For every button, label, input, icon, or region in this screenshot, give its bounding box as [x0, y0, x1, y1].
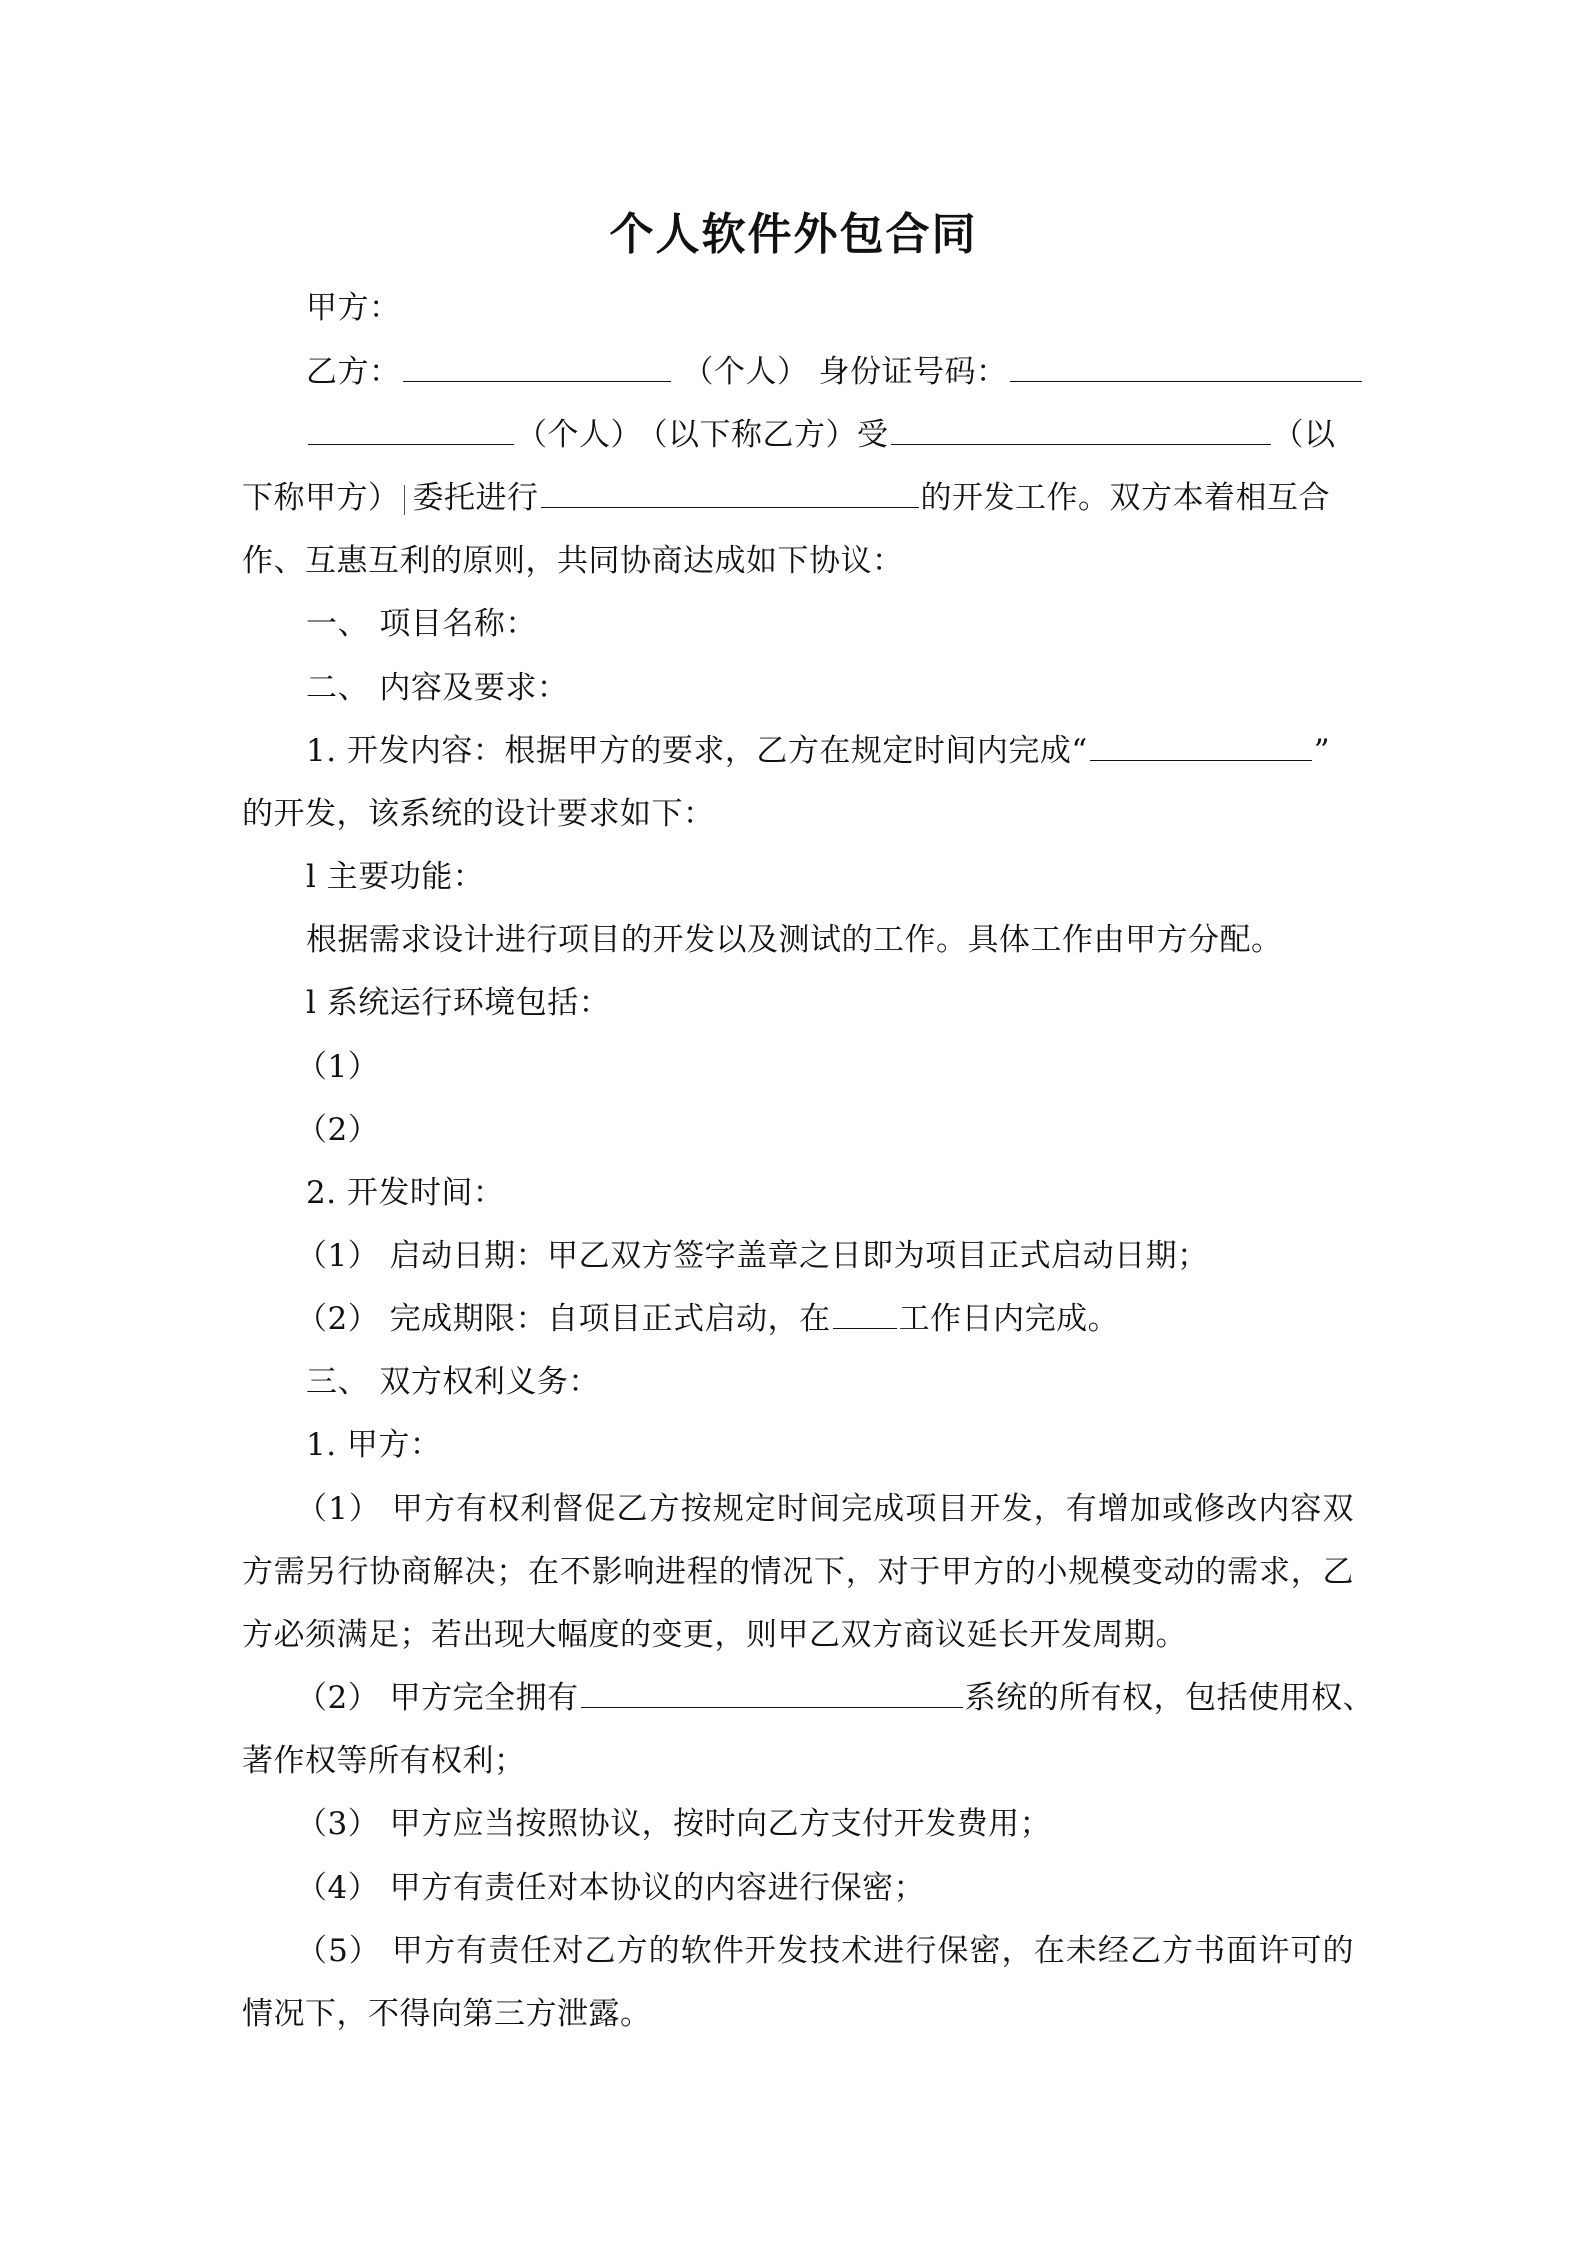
workdays-blank — [833, 1298, 897, 1329]
system-name-blank — [1090, 730, 1312, 761]
document-title: 个人软件外包合同 — [609, 209, 978, 260]
environment-item-2: （2） — [296, 1112, 380, 1148]
environment-label: l 系统运行环境包括： — [306, 985, 611, 1021]
deadline-item — [242, 1297, 1354, 1341]
agreement-line-5: 作、互惠互利的原则，共同协商达成如下协议： — [242, 543, 904, 579]
entrust-label: 委托进行 — [412, 480, 539, 516]
party-a-item-1-line-3: 方必须满足；若出现大幅度的变更，则甲乙双方商议延长开发周期。 — [242, 1617, 1187, 1653]
hereinafter-a-open: （以 — [1272, 417, 1336, 453]
party-b-person: （个人） — [682, 354, 809, 390]
party-b-name-blank — [403, 351, 671, 382]
party-a-item-2-text-a: （2） 甲方完全拥有 — [296, 1680, 579, 1716]
party-b-id-label: 身份证号码： — [818, 354, 1008, 390]
party-a-item-1-line-2: 方需另行协商解决；在不影响进程的情况下，对于甲方的小规模变动的需求，乙 — [242, 1554, 1354, 1590]
party-a-item-3: （3） 甲方应当按照协议，按时向乙方支付开发费用； — [296, 1806, 1052, 1842]
party-a-item-4: （4） 甲方有责任对本协议的内容进行保密； — [296, 1870, 926, 1906]
party-b-id-blank — [1010, 351, 1362, 382]
section-2-heading: 二、 内容及要求： — [306, 670, 569, 706]
main-function-label: l 主要功能： — [306, 859, 485, 895]
section-1-heading: 一、 项目名称： — [306, 606, 537, 642]
dev-work-text: 的开发工作。双方本着相互合 — [920, 480, 1330, 516]
item-1-text-a: 1. 开发内容：根据甲方的要求，乙方在规定时间内完成“ — [306, 733, 1088, 769]
environment-item-1: （1） — [296, 1049, 380, 1085]
item-1-continued: 的开发，该系统的设计要求如下： — [242, 796, 715, 832]
party-b-label: 乙方： — [306, 354, 401, 390]
section-3-heading: 三、 双方权利义务： — [306, 1364, 600, 1400]
project-name-blank — [541, 477, 919, 508]
dev-time-label: 2. 开发时间： — [306, 1175, 505, 1211]
deadline-text-a: （2） 完成期限：自项目正式启动，在 — [296, 1301, 831, 1337]
party-a-item-1-line-1: （1） 甲方有权利督促乙方按规定时间完成项目开发，有增加或修改内容双 — [296, 1491, 1354, 1527]
agreement-line-3 — [242, 413, 1354, 457]
party-a-obligations-label: 1. 甲方： — [306, 1427, 442, 1463]
start-date-item: （1） 启动日期：甲乙双方签字盖章之日即为项目正式启动日期； — [296, 1238, 1209, 1274]
party-a-item-2 — [242, 1676, 1375, 1720]
person-label-2: （个人） — [516, 417, 642, 453]
party-a-label: 甲方： — [306, 290, 401, 326]
hereinafter-a-close: 下称甲方） — [242, 480, 400, 516]
party-a-item-2-text-b: 系统的所有权，包括使用权、 — [964, 1680, 1375, 1716]
party-a-line — [242, 286, 1354, 330]
ownership-system-blank — [581, 1677, 963, 1708]
hereinafter-b: （以下称乙方）受 — [652, 417, 889, 453]
item-1-text-b: ” — [1313, 733, 1331, 769]
party-a-item-5-line-2: 情况下，不得向第三方泄露。 — [242, 1996, 652, 2032]
main-function-desc: 根据需求设计进行项目的开发以及测试的工作。具体工作由甲方分配。 — [306, 922, 1283, 958]
party-a-item-2-continued: 著作权等所有权利； — [242, 1743, 526, 1779]
deadline-text-b: 工作日内完成。 — [898, 1301, 1120, 1337]
text-cursor — [404, 485, 405, 515]
agreement-line-4 — [242, 476, 1354, 520]
item-1-line — [242, 729, 1354, 773]
party-b-line — [242, 350, 1354, 394]
party-a-item-5-line-1: （5） 甲方有责任对乙方的软件开发技术进行保密，在未经乙方书面许可的 — [296, 1933, 1354, 1969]
party-a-name-blank — [891, 414, 1271, 445]
party-b-name-blank-2 — [308, 414, 514, 445]
